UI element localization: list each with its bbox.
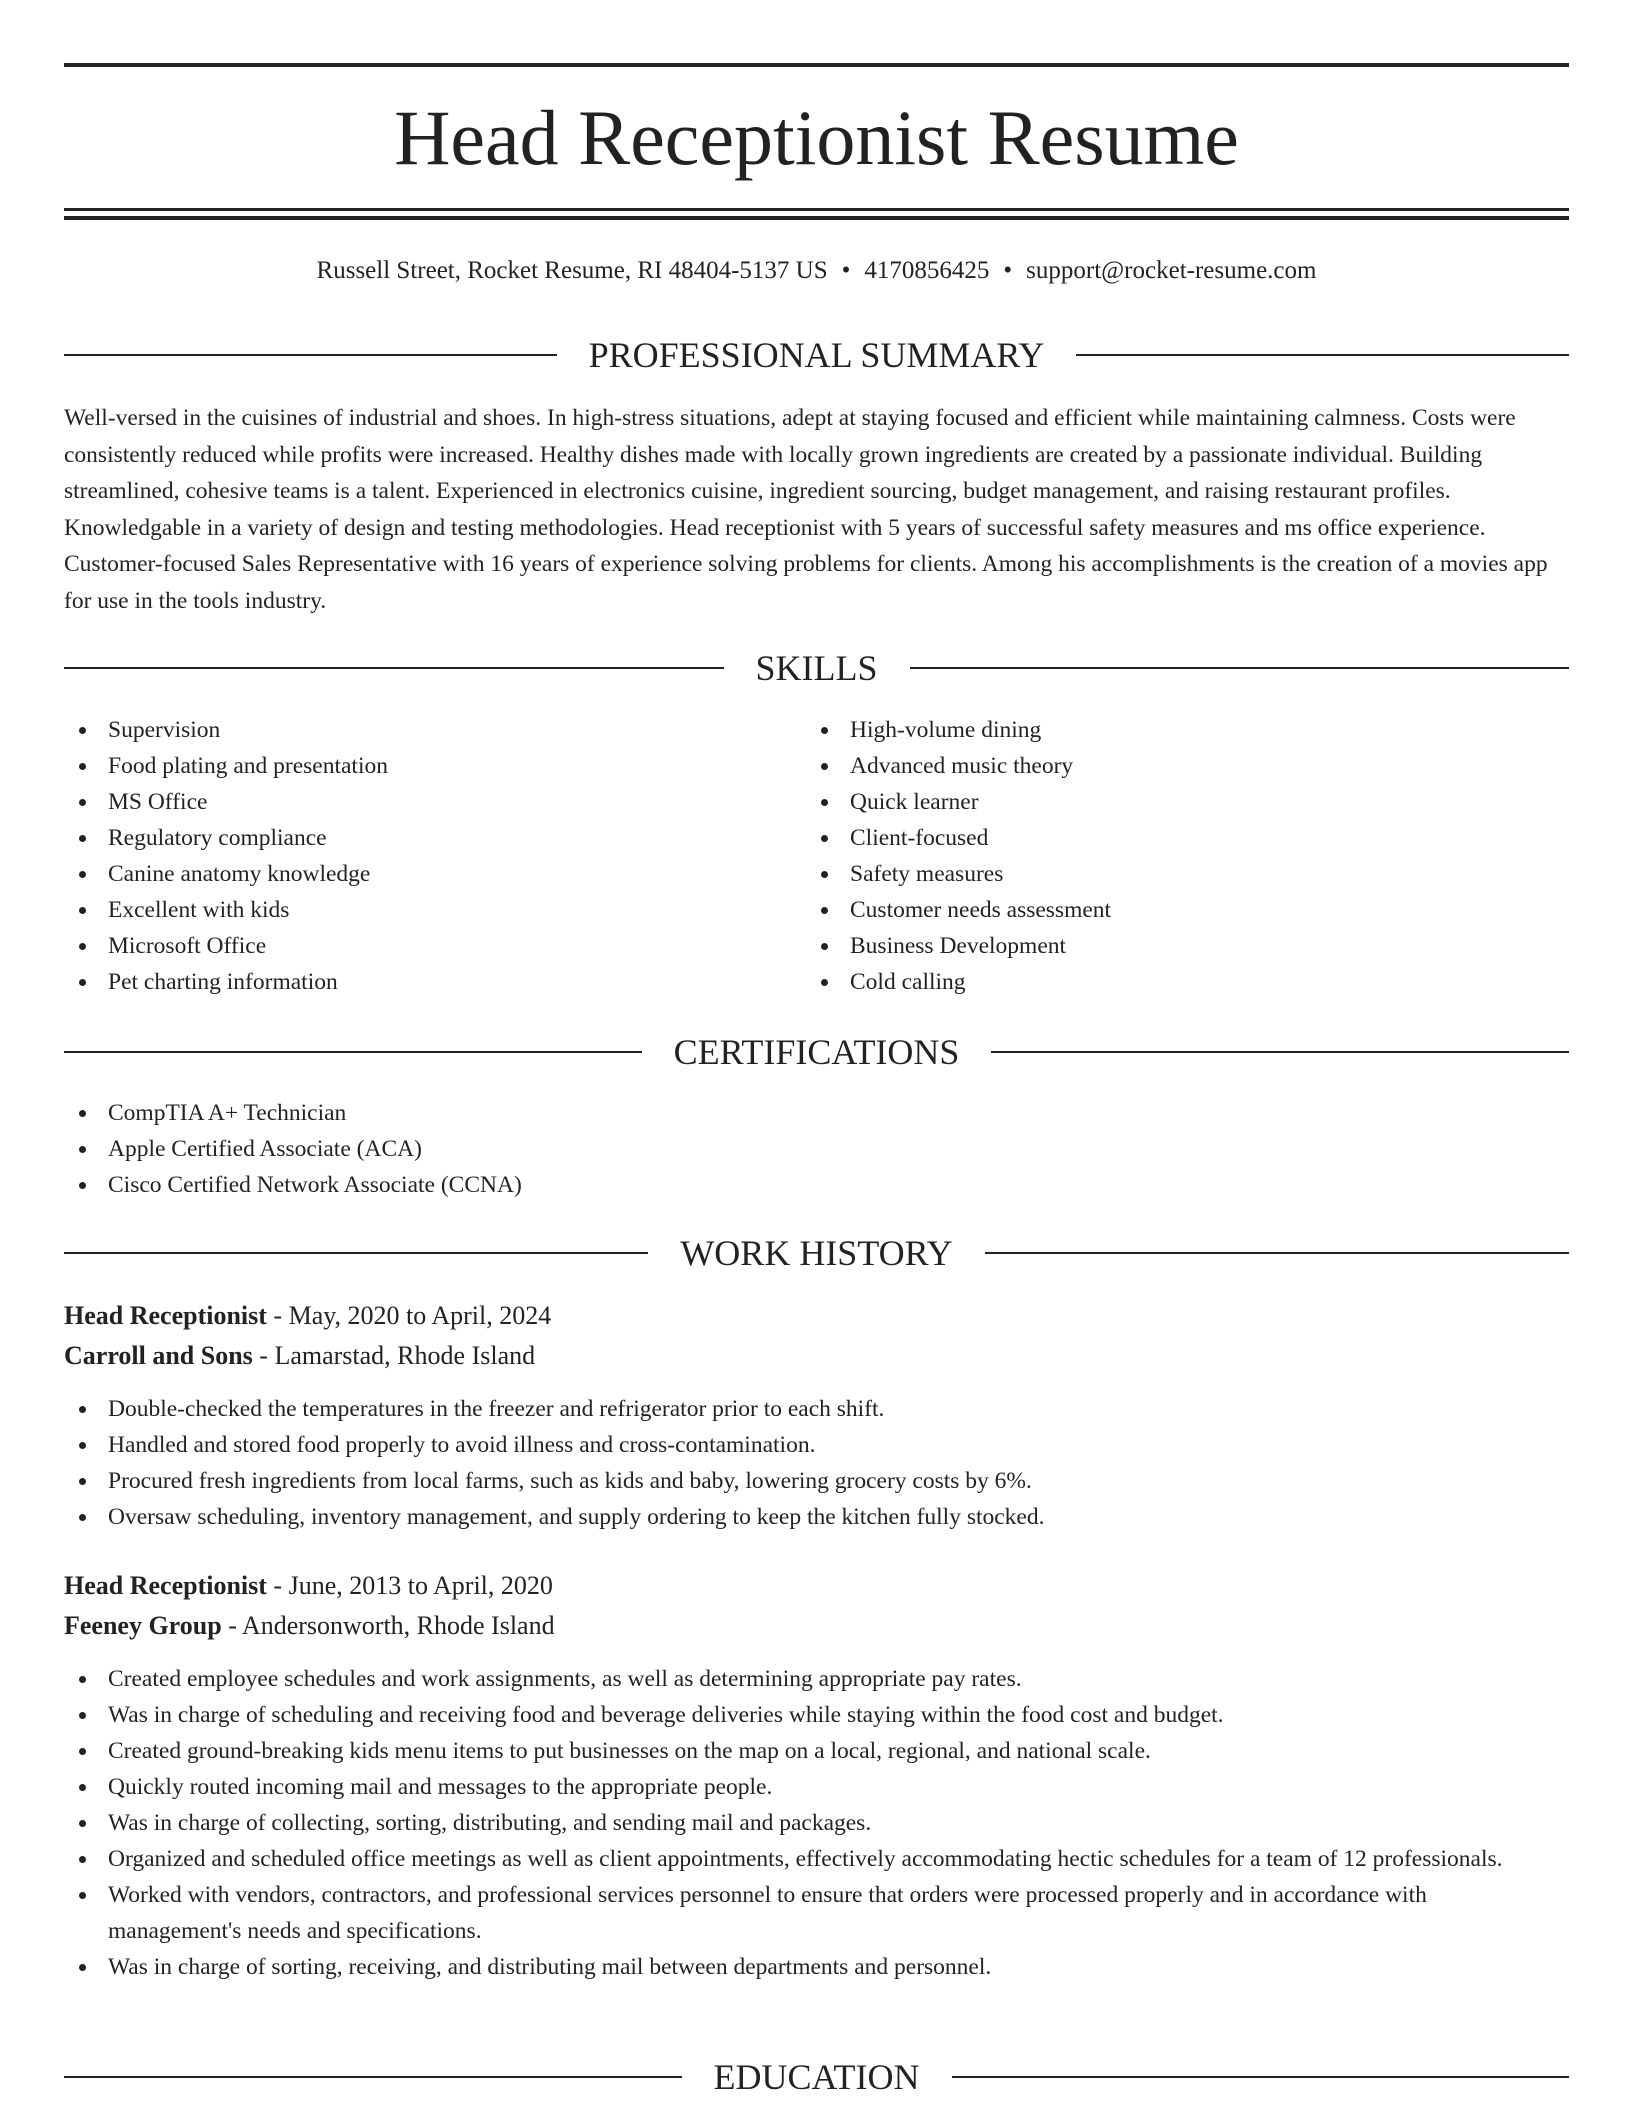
section-heading-certifications (64, 1030, 1569, 1074)
skill-item: Business Development (806, 928, 1546, 964)
job-duty: Worked with vendors, contractors, and professional services personnel to ensure that orders were processed properly and in accordance with management's needs and specifications. (64, 1877, 1544, 1949)
certification-item: Apple Certified Associate (ACA) (64, 1131, 1569, 1167)
job-location: - Lamarstad, Rhode Island (252, 1341, 536, 1370)
job-company-line (64, 1338, 1569, 1374)
job-company: Feeney Group (64, 1611, 222, 1640)
skill-item: Excellent with kids (64, 892, 784, 928)
summary-text: Well-versed in the cuisines of industrial and shoes. In high-stress situations, adept at staying focused and efficient while maintaining calmness. Costs were consistently reduced while profits were increased. Healthy dishes made with locally grown ingredients are created by a passionate individual. Building streamlined, cohesive teams is a talent. Experienced in electronics cuisine, ingredient sourcing, budget management, and raising restaurant profiles. Knowledgable in a variety of design and testing methodologies. Head receptionist with 5 years of successful safety measures and ms office experience. Customer-focused Sales Representative with 16 years of experience solving problems for clients. Among his accomplishments is the creation of a movies app for use in the tools industry. (64, 405, 1548, 614)
heading-rule-right (1076, 354, 1569, 356)
skill-item: Food plating and presentation (64, 748, 784, 784)
skill-item: Client-focused (806, 820, 1546, 856)
skills-list-left (64, 712, 784, 1000)
section-heading-work-history (64, 1231, 1569, 1275)
job-duty: Created ground-breaking kids menu items to put businesses on the map on a local, regional, and national scale. (64, 1733, 1544, 1769)
section-title: SKILLS (755, 648, 878, 688)
skill-item: Safety measures (806, 856, 1546, 892)
job-company: Carroll and Sons (64, 1341, 253, 1370)
skill-item: Pet charting information (64, 964, 784, 1000)
job-duty: Oversaw scheduling, inventory management, and supply ordering to keep the kitchen fully stocked. (64, 1499, 1544, 1535)
contact-email[interactable]: support@rocket-resume.com (1026, 257, 1317, 284)
skills-list-right (806, 712, 1546, 1000)
skill-item: High-volume dining (806, 712, 1546, 748)
page-title: Head Receptionist Resume (394, 94, 1239, 181)
skill-item: Advanced music theory (806, 748, 1546, 784)
contact-address: Russell Street, Rocket Resume, RI 48404-5137 US (316, 257, 828, 284)
job-duty: Procured fresh ingredients from local farms, such as kids and baby, lowering grocery costs by 6%. (64, 1463, 1544, 1499)
heading-rule-left (64, 667, 724, 669)
job-duty: Was in charge of sorting, receiving, and distributing mail between departments and personnel. (64, 1949, 1544, 1985)
heading-rule-right (910, 667, 1570, 669)
heading-rule-right (991, 1051, 1569, 1053)
heading-rule-left (64, 354, 557, 356)
skill-item: Microsoft Office (64, 928, 784, 964)
skill-item: Cold calling (806, 964, 1546, 1000)
certification-item: CompTIA A+ Technician (64, 1095, 1569, 1131)
skill-item: Customer needs assessment (806, 892, 1546, 928)
job-duty: Was in charge of scheduling and receiving food and beverage deliveries while staying within the food cost and budget. (64, 1697, 1544, 1733)
job-dates: - May, 2020 to April, 2024 (266, 1301, 552, 1330)
job-company-line (64, 1608, 1569, 1644)
contact-line (64, 254, 1569, 288)
section-heading-education (64, 2055, 1569, 2099)
skill-item: Canine anatomy knowledge (64, 856, 784, 892)
certifications-list (64, 1095, 1569, 1203)
top-rule (64, 63, 1569, 67)
contact-phone: 4170856425 (864, 257, 990, 284)
section-title: PROFESSIONAL SUMMARY (588, 335, 1045, 375)
section-title: WORK HISTORY (680, 1233, 953, 1273)
heading-rule-left (64, 1252, 648, 1254)
certification-item: Cisco Certified Network Associate (CCNA) (64, 1167, 1569, 1203)
section-heading-skills (64, 646, 1569, 690)
job-duty: Handled and stored food properly to avoid illness and cross-contamination. (64, 1427, 1544, 1463)
section-heading-summary (64, 333, 1569, 377)
contact-separator: • (1003, 257, 1013, 284)
job-duty: Organized and scheduled office meetings as well as client appointments, effectively accommodating hectic schedules for a team of 12 professionals. (64, 1841, 1544, 1877)
job-duty: Quickly routed incoming mail and messages to the appropriate people. (64, 1769, 1544, 1805)
job-duty: Was in charge of collecting, sorting, distributing, and sending mail and packages. (64, 1805, 1544, 1841)
job-duty: Double-checked the temperatures in the freezer and refrigerator prior to each shift. (64, 1391, 1544, 1427)
job-title-line (64, 1568, 1569, 1604)
heading-rule-left (64, 1051, 642, 1053)
section-title: CERTIFICATIONS (673, 1032, 960, 1072)
job-title: Head Receptionist (64, 1301, 267, 1330)
job-duties-list (64, 1391, 1544, 1535)
skill-item: MS Office (64, 784, 784, 820)
skill-item: Quick learner (806, 784, 1546, 820)
job-title: Head Receptionist (64, 1571, 267, 1600)
job-duty: Created employee schedules and work assignments, as well as determining appropriate pay rates. (64, 1661, 1544, 1697)
heading-rule-left (64, 2076, 682, 2078)
skill-item: Regulatory compliance (64, 820, 784, 856)
title-rule-lower (64, 216, 1569, 220)
job-title-line (64, 1298, 1569, 1334)
job-location: - Andersonworth, Rhode Island (221, 1611, 555, 1640)
job-dates: - June, 2013 to April, 2020 (266, 1571, 553, 1600)
job-duties-list (64, 1661, 1544, 1985)
heading-rule-right (952, 2076, 1570, 2078)
title-rule-upper (64, 208, 1569, 211)
heading-rule-right (985, 1252, 1569, 1254)
contact-separator: • (841, 257, 851, 284)
section-title: EDUCATION (713, 2057, 920, 2097)
skill-item: Supervision (64, 712, 784, 748)
